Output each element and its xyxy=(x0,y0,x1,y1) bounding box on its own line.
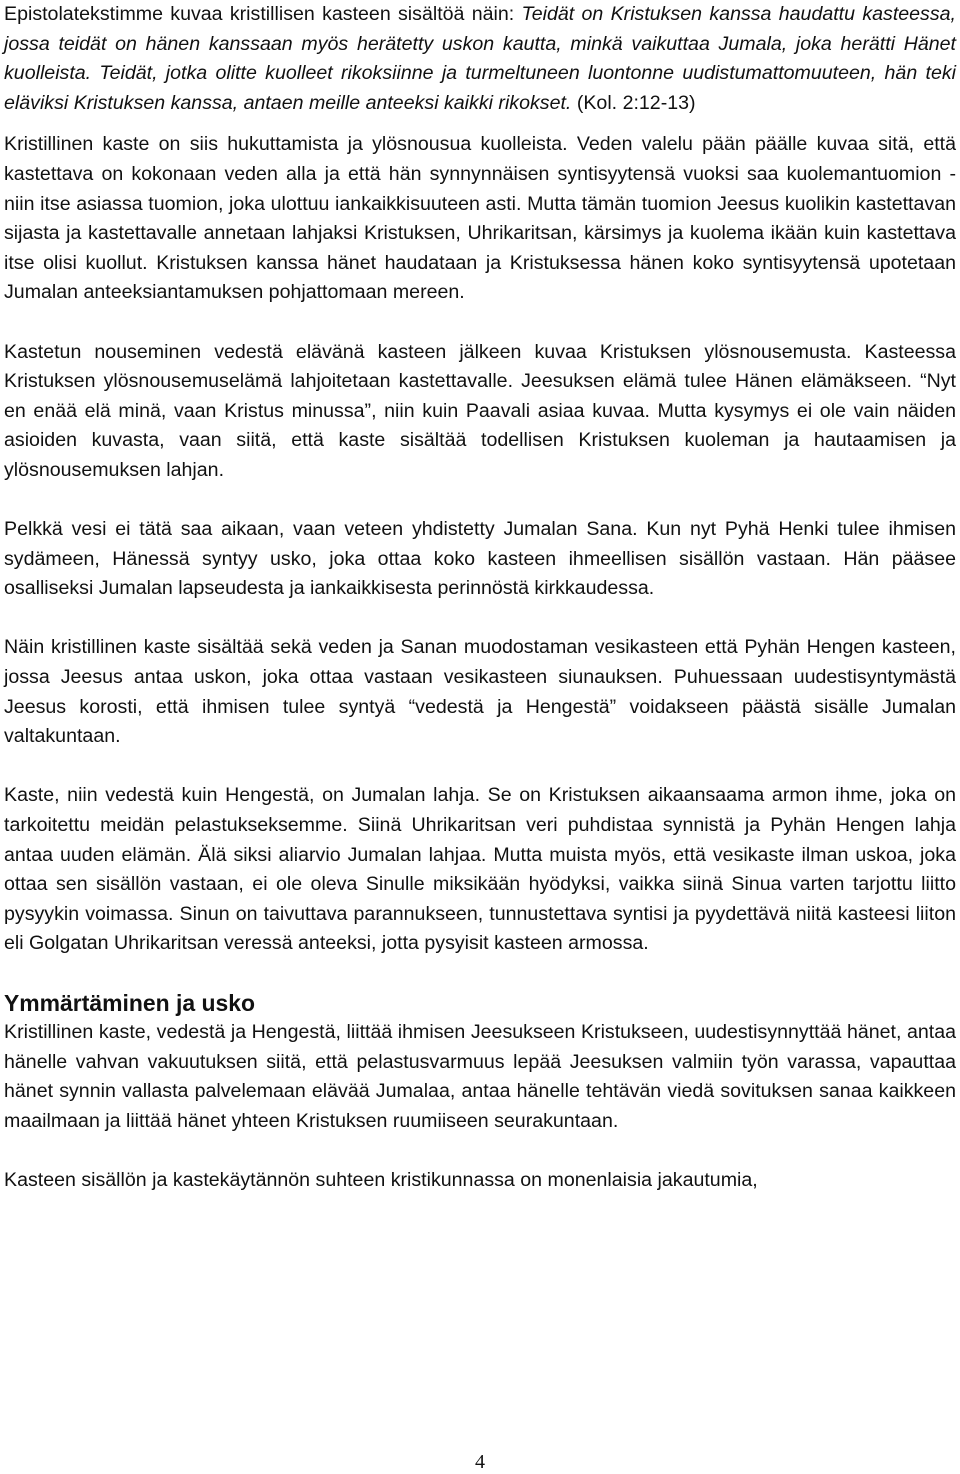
intro-reference: (Kol. 2:12-13) xyxy=(571,91,696,114)
paragraph-baptism-death: Kristillinen kaste on siis hukuttamista ja ylösnousua kuolleista. Veden valelu pään päälle kuvaa sitä, että kastettava on kokonaan veden alla ja että hän synnynnäisen syntisyytensä vuoksi saa kuolemantuomion - niin itse asiassa tuomion, joka ulottuu iankaikkisuuteen asti. Mutta tämän tuomion Jeesus kuolikin kastettavan sijasta ja kastettavalle annetaan lahjaksi Kristuksen, Uhrikaritsan, kärsimys ja kuolema ikään kuin kastettava itse olisi kuollut. Kristuksen kanssa hänet haudataan ja Kristuksessa hänen koko syntisyytensä upotetaan Jumalan anteeksiantamuksen pohjattomaan mereen. xyxy=(4,133,956,304)
intro-paragraph xyxy=(4,0,956,118)
section-heading: Ymmärtäminen ja usko xyxy=(4,989,255,1016)
paragraph-water-and-spirit: Näin kristillinen kaste sisältää sekä veden ja Sanan muodostaman vesikasteen että Pyhän Hengen kasteen, jossa Jeesus antaa uskon, joka ottaa vastaan vesikasteen siunauksen. Puhuessaan uudestisyntymästä Jeesus korosti, että ihmisen tulee syntyä “vedestä ja Hengestä” voidakseen päästä sisälle Jumalan valtakuntaan. xyxy=(4,636,956,748)
closing-paragraph: Kasteen sisällön ja kastekäytännön suhteen kristikunnassa on monenlaisia jakautumia, xyxy=(4,1169,758,1192)
intro-lead: Epistolatekstimme kuvaa kristillisen kasteen sisältöä näin: xyxy=(4,3,522,25)
section-body: Kristillinen kaste, vedestä ja Hengestä, liittää ihmisen Jeesukseen Kristukseen, uudestisynnyttää hänet, antaa hänelle vahvan vakuutuksen siitä, että pelastusvarmuus lepää Jeesuksen valmiin työn varassa, vapauttaa hänet synnin vallasta palvelemaan elävää Jumalaa, antaa hänelle tehtävän viedä sovituksen sanaa kaikkeen maailmaan ja liittää hänet yhteen Kristuksen ruumiiseen seurakuntaan. xyxy=(4,1021,956,1132)
document-body xyxy=(4,0,956,1196)
paragraph-water-and-word: Pelkkä vesi ei tätä saa aikaan, vaan veteen yhdistetty Jumalan Sana. Kun nyt Pyhä Henki tulee ihmisen sydämeen, Hänessä syntyy usko, joka ottaa koko kasteen ihmeellisen sisällön vastaan. Hän pääsee osalliseksi Jumalan lapseudesta ja iankaikkisesta perinnöstä kirkkaudessa. xyxy=(4,518,956,600)
paragraph-gift-of-god: Kaste, niin vedestä kuin Hengestä, on Jumalan lahja. Se on Kristuksen aikaansaama armon ihme, joka on tarkoitettu meidän pelastukseksemme. Siinä Uhrikaritsan veri puhdistaa synnistä ja Pyhän Hengen lahja antaa uuden elämän. Älä siksi aliarvio Jumalan lahjaa. Mutta muista myös, että vesikaste ilman uskoa, joka ottaa sen sisällön vastaan, ei ole oleva Sinulle miksikään hyödyksi, vaikka siinä Sinua varten tarjottu liitto pysyykin voimassa. Sinun on taivuttava parannukseen, tunnustettava syntisi ja pyydettävä niitä kasteesi liiton eli Golgatan Uhrikaritsan veressä anteeksi, jotta pysyisit kasteen armossa. xyxy=(4,784,956,955)
page-number: 4 xyxy=(475,1451,485,1473)
paragraph-resurrection: Kastetun nouseminen vedestä elävänä kasteen jälkeen kuvaa Kristuksen ylösnousemusta. Kasteessa Kristuksen ylösnousemuselämä lahjoitetaan kastettavalle. Jeesuksen elämä tulee Hänen elämäkseen. “Nyt en enää elä minä, vaan Kristus minussa”, niin kuin Paavali asiaa kuvaa. Mutta kysymys ei ole vain näiden asioiden kuvasta, vaan siitä, että kaste sisältää todellisen Kristuksen kuoleman ja hautaamisen ja ylösnousemuksen lahjan. xyxy=(4,340,956,481)
intro-quote: Teidät on Kristuksen kanssa haudattu kasteessa, jossa teidät on hänen kanssaan myös herätetty uskon kautta, minkä vaikuttaa Jumala, joka herätti Hänet kuolleista. Teidät, jotka olitte kuolleet rikoksiinne ja turmeltuneen luontonne uudistumattomuuteen, hän teki eläviksi Kristuksen kanssa, antaen meille anteeksi kaikki rikokset. xyxy=(4,3,956,114)
